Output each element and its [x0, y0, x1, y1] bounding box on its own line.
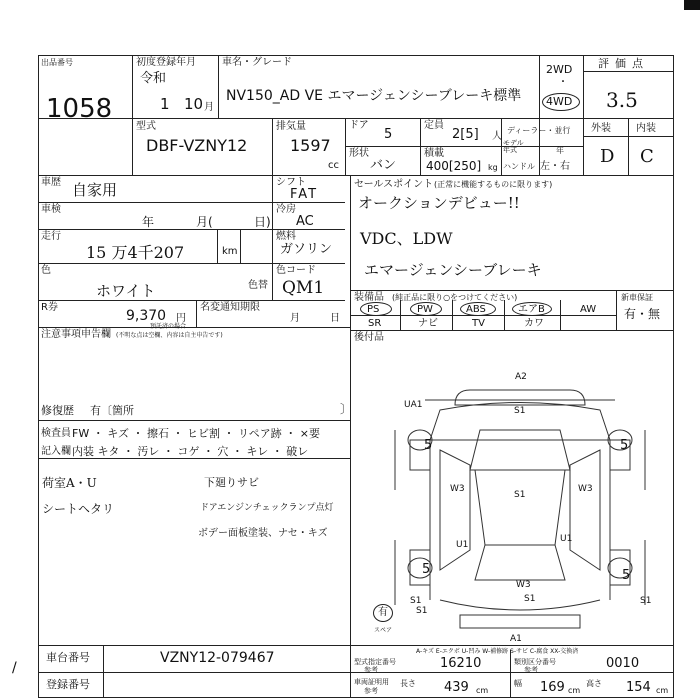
inspector-label: 検査員	[41, 428, 71, 439]
diagram-mark: W3	[516, 580, 531, 590]
displacement-label: 排気量	[276, 121, 306, 132]
diagram-mark: 5	[622, 568, 631, 583]
handwritten-left-1: 荷室A・U	[42, 476, 97, 490]
width-unit: cm	[568, 686, 581, 695]
shift-label: シフト	[276, 177, 306, 188]
spare-tire-mark: 有	[378, 607, 388, 618]
type-number-label: 型式指定番号	[354, 658, 396, 666]
height-label: 高さ	[586, 679, 602, 688]
model-label: 型式	[136, 121, 156, 132]
interior-label: 内装	[636, 123, 656, 134]
diagram-mark: U1	[560, 534, 573, 544]
registration-month: 10	[184, 95, 204, 113]
diagram-mark: UA1	[404, 400, 423, 410]
ac-value: AC	[296, 214, 314, 229]
inspector-int: 内装 キタ ・ 汚レ ・ コゲ ・ 穴 ・ キレ ・ 破レ	[72, 445, 309, 458]
shape-label: 形状	[349, 148, 369, 159]
sales-point-label: セールスポイント	[354, 179, 434, 190]
name-notice-day: 日	[330, 313, 340, 324]
drive-4wd: 4WD	[546, 95, 573, 108]
sales-point-line-3: エマージェンシーブレーキ	[364, 261, 542, 279]
diagram-mark: S1	[524, 594, 536, 604]
height-value: 154	[626, 680, 651, 695]
handle-value: 左・右	[540, 161, 570, 172]
inspector-label-2: 記入欄	[41, 446, 71, 457]
height-unit: cm	[656, 686, 669, 695]
sales-point-line-1: オークションデビュー!!	[358, 194, 520, 212]
handwritten-right-2: ドアエンジンチェックランプ点灯	[200, 503, 334, 513]
equipment-sub: (純正品に限り○をつけてください)	[392, 293, 518, 302]
diagram-mark: 5	[424, 438, 433, 453]
repair-label: 修復歴	[41, 404, 74, 417]
dims-label: 車両証明用	[354, 678, 389, 686]
equip-abs: ABS	[466, 304, 486, 315]
doors-label: ドア	[349, 120, 369, 131]
aftermarket-label: 後付品	[354, 332, 384, 343]
score-label: 評価点	[598, 57, 649, 70]
color-label: 色	[41, 265, 51, 276]
shift-value: FAT	[290, 187, 319, 202]
diagram-mark: 5	[422, 562, 431, 577]
width-value: 169	[540, 680, 565, 695]
notes-sub: (不明な点は空欄、内容は自主申告です)	[116, 332, 223, 339]
ac-label: 冷房	[276, 204, 296, 215]
recycle-note: 預託済の場合	[150, 323, 187, 330]
equip-sr: SR	[368, 318, 382, 329]
color-code-label: 色コード	[276, 265, 316, 276]
history-value: 自家用	[72, 181, 118, 199]
exterior-grade: D	[600, 146, 615, 167]
length-unit: cm	[476, 686, 489, 695]
equip-airbag: エアB	[518, 304, 545, 315]
diagram-mark: S1	[640, 596, 652, 606]
exterior-label: 外装	[591, 123, 611, 134]
vehicle-name: NV150_AD VE エマージェンシーブレーキ標準	[226, 88, 522, 104]
lot-label: 出品番号	[41, 58, 73, 67]
registration-year: 1	[160, 95, 170, 113]
drive-2wd: 2WD	[546, 63, 573, 76]
chassis-value: VZNY12-079467	[160, 650, 275, 666]
month-unit: 月	[204, 102, 214, 113]
type-number-ref: 参考	[364, 666, 378, 674]
color-value: ホワイト	[96, 282, 156, 300]
equipment-label: 装備品	[354, 292, 384, 303]
inspection-label: 車検	[41, 204, 61, 215]
equip-leather: カワ	[524, 318, 544, 329]
length-value: 439	[444, 680, 469, 695]
new-warranty-label: 新車保証	[621, 293, 653, 302]
displacement-unit: cc	[328, 160, 339, 171]
repair-value: 有〔箇所	[90, 404, 134, 417]
load-unit: kg	[488, 163, 498, 172]
displacement-value: 1597	[290, 136, 331, 155]
repair-close: 〕	[340, 402, 353, 416]
class-number-label: 類別区分番号	[514, 658, 556, 666]
model-value: DBF-VZNY12	[146, 136, 248, 155]
spare-tire-label: スペア	[374, 627, 393, 634]
capacity-unit: 人	[492, 131, 502, 142]
color-change-label: 色替	[248, 280, 268, 291]
capacity-label: 定員	[424, 120, 444, 131]
recycle-unit: 円	[176, 313, 186, 324]
diagram-legend: A-キズ E-エクボ U-凹み W-補修跡 S-サビ C-腐食 XX-交換済	[416, 648, 579, 655]
new-warranty-value: 有・無	[624, 307, 661, 321]
score-value: 3.5	[606, 88, 638, 112]
chassis-label: 車台番号	[46, 651, 90, 664]
class-number-value: 0010	[606, 656, 640, 671]
recycle-value: 9,370	[126, 308, 167, 324]
reg-number-label: 登録番号	[46, 678, 90, 691]
mileage-value: 15 万4千207	[86, 243, 185, 262]
era: 令和	[140, 71, 167, 86]
fuel-label: 燃料	[276, 231, 296, 242]
sales-point-sub: (正常に機能するものに限ります)	[434, 180, 553, 189]
capacity-value: 2[5]	[452, 127, 479, 142]
diagram-mark: S1	[416, 606, 428, 616]
history-label: 車歴	[41, 177, 61, 188]
sales-point-line-2: VDC、LDW	[360, 229, 453, 248]
model-year-label: モデル年式	[503, 139, 524, 154]
shape-value: バン	[370, 158, 397, 173]
handwritten-left-2: シートヘタリ	[42, 502, 115, 516]
type-number-value: 16210	[440, 656, 482, 671]
load-value: 400[250]	[426, 159, 482, 173]
drive-dot: ・	[558, 77, 568, 88]
length-label: 長さ	[400, 679, 416, 688]
diagram-mark: S1	[410, 596, 422, 606]
diagram-mark: 5	[620, 438, 629, 453]
handwritten-right-3: ボデー面板塗装、ナセ・キズ	[198, 528, 328, 539]
mileage-unit: km	[222, 246, 238, 257]
dims-ref: 参考	[364, 687, 378, 695]
inspector-ext: FW ・ キズ ・ 擦石 ・ ヒビ割 ・ リペア跡 ・ ×要	[72, 427, 320, 440]
model-year-unit: 年	[556, 146, 564, 155]
equip-ps: PS	[367, 304, 380, 315]
dealer-label: ディーラー・並行	[507, 126, 571, 135]
color-code-value: QM1	[282, 278, 325, 298]
handle-label: ハンドル	[503, 162, 535, 171]
doors-value: 5	[384, 127, 393, 142]
scan-mark: /	[12, 660, 17, 676]
equip-tv: TV	[472, 318, 485, 329]
diagram-mark: A2	[515, 372, 527, 382]
width-label: 幅	[514, 679, 522, 688]
equip-navi: ナビ	[418, 318, 438, 329]
lot-number: 1058	[46, 94, 113, 124]
diagram-mark: W3	[578, 484, 593, 494]
name-notice-month: 月	[290, 313, 300, 324]
diagram-mark: A1	[510, 634, 522, 644]
fuel-value: ガソリン	[280, 242, 333, 257]
equip-pw: PW	[417, 304, 433, 315]
corner-mark	[684, 0, 700, 10]
load-label: 積載	[424, 148, 444, 159]
inspection-day: 日)	[254, 215, 271, 229]
diagram-mark: S1	[514, 406, 526, 416]
inspection-year: 年	[142, 215, 155, 229]
diagram-mark: W3	[450, 484, 465, 494]
inspection-month: 月(	[196, 215, 213, 229]
class-number-ref: 参考	[524, 666, 538, 674]
vehicle-name-label: 車名・グレード	[222, 57, 292, 68]
name-notice-label: 名変通知期限	[200, 302, 260, 313]
diagram-mark: U1	[456, 540, 469, 550]
notes-label: 注意事項申告欄	[41, 329, 111, 340]
handwritten-right-1: 下廻りサビ	[204, 476, 259, 489]
equip-aw: AW	[580, 304, 597, 315]
diagram-mark: S1	[514, 490, 526, 500]
interior-grade: C	[640, 146, 654, 167]
mileage-label: 走行	[41, 231, 61, 242]
first-registration-label: 初度登録年月	[136, 57, 196, 68]
recycle-label: R券	[41, 302, 58, 313]
